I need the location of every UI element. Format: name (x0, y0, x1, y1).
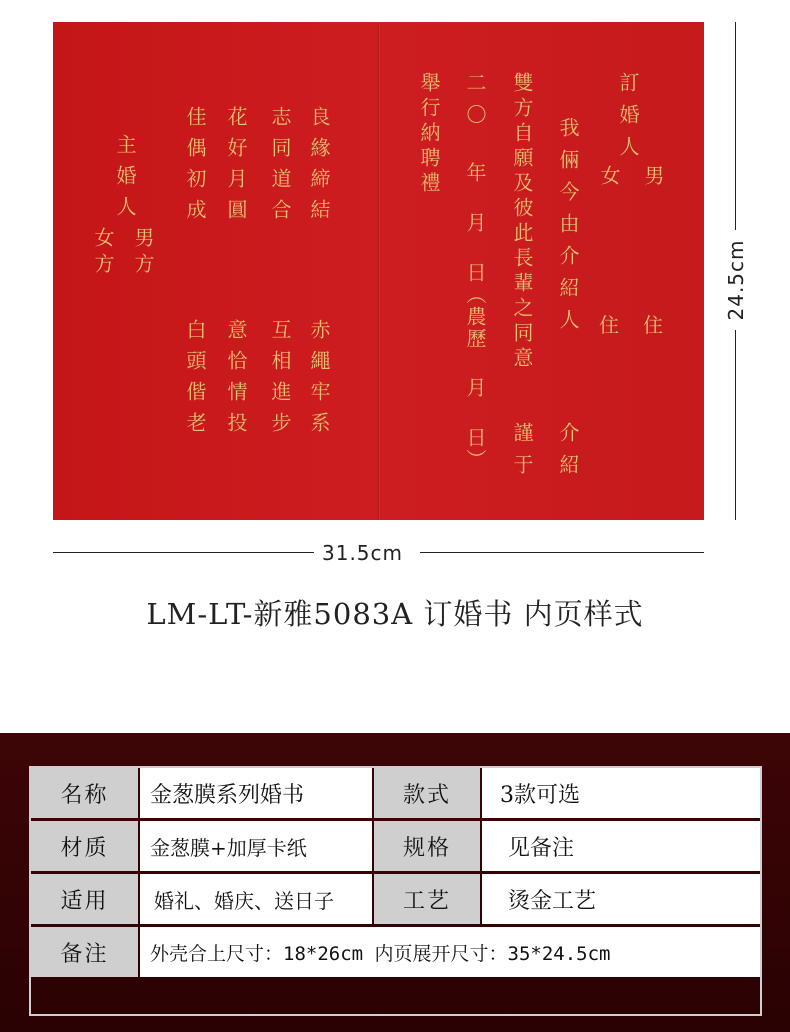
card-text-lunar-month: 月 (463, 377, 487, 409)
card-text-bride-side: 女方 (91, 227, 115, 279)
spec-table (29, 766, 762, 1016)
spec-value-craft: 烫金工艺 (482, 874, 760, 924)
card-text-respectfully: 謹于 (510, 422, 534, 486)
card-text-male: 男 (641, 165, 665, 199)
card-text-verse-7: 意恰情投 (224, 319, 248, 443)
engagement-card-inner: 訂婚人 男 女 住 住 我倆今由介紹人 介紹 雙方自願及彼此長輩之同意 謹于 二〇 年 月 日（農歷 月 日） 舉行納聘禮 良緣締結 志同道合 花好月圓 佳偶初成 赤繩牢系 互相進步 意恰情投 白頭偕老 主婚人 男方 女方 (53, 22, 704, 520)
card-text-lunar-day: 日） (463, 427, 487, 471)
spec-value-usage: 婚礼、婚庆、送日子 (140, 874, 372, 924)
spec-label-material: 材质 (31, 821, 138, 871)
spec-panel (0, 733, 790, 1032)
height-dimension-line-top (735, 22, 736, 230)
spec-value-size: 见备注 (482, 821, 760, 871)
spec-value-style: 3款可选 (482, 768, 760, 818)
card-text-engagement-persons: 訂婚人 (616, 72, 640, 168)
card-text-month: 月 (463, 212, 487, 244)
spec-label-craft: 工艺 (374, 874, 480, 924)
card-text-verse-2: 志同道合 (268, 106, 292, 230)
spec-label-note: 备注 (31, 927, 138, 977)
card-text-year: 年 (463, 162, 487, 194)
card-text-day-lunar: 日（農歷 (463, 262, 487, 350)
spec-value-name: 金葱膜系列婚书 (140, 768, 372, 818)
height-dimension-label: 24.5cm (724, 239, 748, 321)
table-row (31, 819, 760, 872)
card-text-introducer: 我倆今由介紹人 (556, 117, 580, 341)
width-dimension-line-right (420, 552, 704, 553)
card-text-verse-4: 佳偶初成 (183, 106, 207, 230)
table-row (31, 925, 760, 978)
card-text-verse-8: 白頭偕老 (183, 319, 207, 443)
card-text-verse-3: 花好月圓 (224, 106, 248, 230)
card-text-female: 女 (597, 165, 621, 199)
spec-label-usage: 适用 (31, 874, 138, 924)
card-text-verse-5: 赤繩牢系 (307, 319, 331, 443)
spec-value-note: 外壳合上尺寸：18*26cm 内页展开尺寸：35*24.5cm (140, 927, 760, 977)
spec-label-name: 名称 (31, 768, 138, 818)
table-row (31, 766, 760, 819)
table-row (31, 872, 760, 925)
card-text-host: 主婚人 (113, 134, 137, 227)
width-dimension-line-left (53, 552, 314, 553)
card-text-intro: 介紹 (556, 422, 580, 486)
product-caption: LM-LT-新雅5083A 订婚书 内页样式 (146, 597, 644, 631)
card-fold-line (378, 22, 380, 520)
width-dimension-label: 31.5cm (322, 541, 404, 565)
spec-value-material: 金葱膜+加厚卡纸 (140, 821, 372, 871)
card-text-ceremony: 舉行納聘禮 (417, 72, 441, 197)
card-text-verse-6: 互相進步 (268, 319, 292, 443)
card-text-year-prefix: 二〇 (463, 72, 487, 136)
height-dimension-line-bottom (735, 330, 736, 520)
card-text-groom-side: 男方 (131, 227, 155, 279)
spec-label-size: 规格 (374, 821, 480, 871)
spec-label-style: 款式 (374, 768, 480, 818)
card-text-verse-1: 良緣締結 (307, 106, 331, 230)
card-text-consent: 雙方自願及彼此長輩之同意 (510, 72, 534, 372)
